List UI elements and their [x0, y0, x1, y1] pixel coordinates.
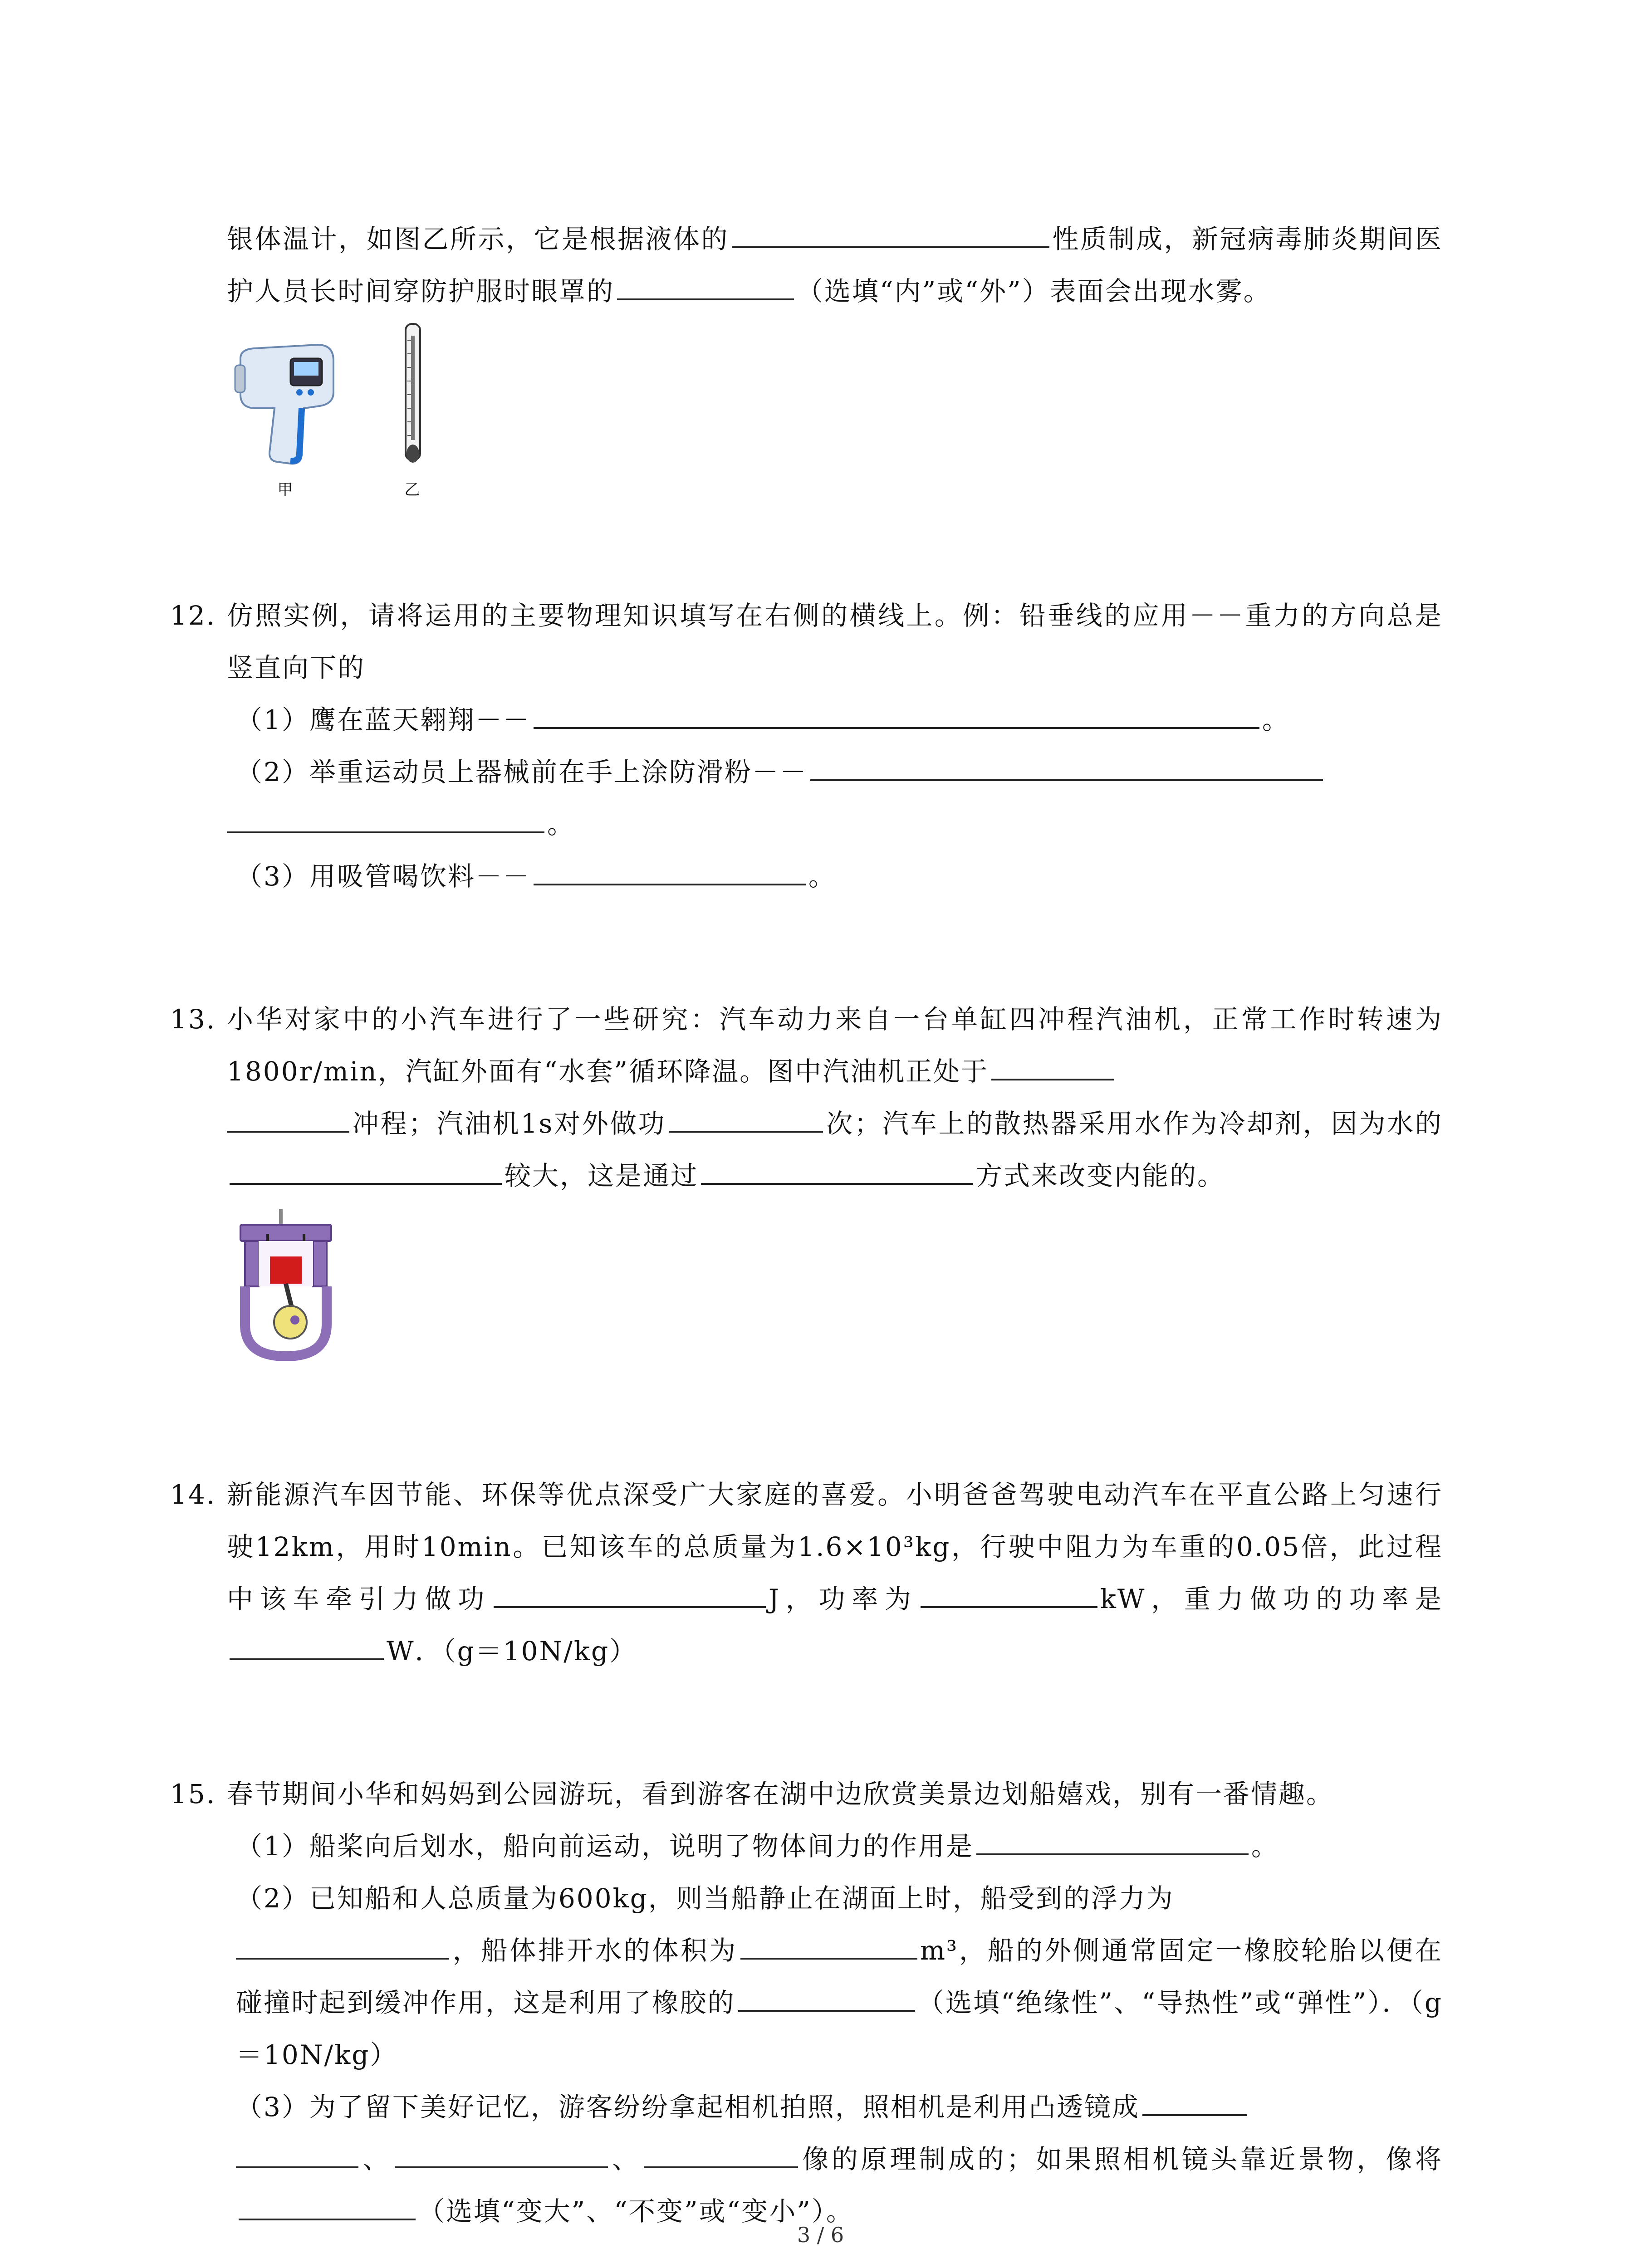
answer-blank[interactable]	[617, 270, 794, 300]
answer-blank[interactable]	[239, 2190, 416, 2220]
question-stem: 仿照实例，请将运用的主要物理知识填写在右侧的横线上。例：铅垂线的应用－－重力的方向总是竖直向下的	[227, 600, 1443, 683]
text: 银体温计，如图乙所示，它是根据液体的	[227, 224, 729, 254]
question-15	[170, 1768, 1443, 2238]
question-15-item-2: （2）已知船和人总质量为600kg，则当船静止在湖面上时，船受到的浮力为 ，船体排开水的体积为 m³，船的外侧通常固定一橡胶轮胎以便在碰撞时起到缓冲作用，这是利用了橡胶的 （选填“绝缘性”、“导热性”或“弹性”）．（g＝10N/kg）	[236, 1883, 1443, 2070]
answer-blank[interactable]	[227, 803, 544, 833]
question-15-item-3: （3）为了留下美好记忆，游客纷纷拿起相机拍照，照相机是利用凸透镜成 、 、 像的原理制成的；如果照相机镜头靠近景物，像将（选填“变大”、“不变”或“变小”）。	[236, 2081, 1443, 2238]
question-number: 12.	[170, 600, 216, 631]
figure-caption: 甲	[277, 481, 294, 499]
answer-blank[interactable]	[236, 2138, 358, 2168]
question-12-item-2: （2）举重运动员上器械前在手上涂防滑粉－－	[236, 746, 1443, 798]
question-12-item-3: （3）用吸管喝饮料－－ 。	[236, 850, 1443, 903]
text: 性质制成，新冠病毒肺炎期间医护人员长时间穿防护服时眼罩的	[227, 224, 1443, 307]
answer-blank[interactable]	[227, 1103, 349, 1133]
continuation-paragraph	[227, 213, 1443, 318]
question-stem: 春节期间小华和妈妈到公园游玩，看到游客在湖中边欣赏美景边划船嬉戏，别有一番情趣。	[227, 1779, 1334, 1809]
answer-blank[interactable]	[230, 1155, 502, 1185]
answer-blank[interactable]	[230, 1630, 384, 1660]
page-number: 3 / 6	[797, 2223, 844, 2247]
answer-blank[interactable]	[1142, 2086, 1247, 2116]
gasoline-engine-stroke-icon	[227, 1207, 345, 1361]
answer-blank[interactable]	[669, 1103, 823, 1133]
answer-blank[interactable]	[395, 2138, 608, 2168]
answer-blank[interactable]	[534, 855, 806, 885]
question-number: 15.	[170, 1779, 216, 1809]
question-number: 13.	[170, 1004, 216, 1035]
question-12-item-1: （1）鹰在蓝天翱翔－－ 。	[236, 694, 1443, 746]
question-12	[170, 590, 1443, 903]
question-text: 新能源汽车因节能、环保等优点深受广大家庭的喜爱。小明爸爸驾驶电动汽车在平直公路上匀速行驶12km，用时10min。已知该车的总质量为1.6×10³kg，行驶中阻力为车重的0.05倍，此过程中该车牵引力做功 J，功率为 kW，重力做功的功率是W．（g＝10N/kg）	[227, 1479, 1443, 1667]
answer-blank[interactable]	[534, 699, 1259, 729]
engine-figure	[227, 1207, 1443, 1378]
question-12-item-2-cont: 。	[227, 798, 1443, 850]
question-number: 14.	[170, 1479, 216, 1510]
answer-blank[interactable]	[494, 1578, 766, 1608]
figure-yi	[399, 322, 426, 499]
answer-blank[interactable]	[740, 1930, 917, 1960]
answer-blank[interactable]	[644, 2138, 798, 2168]
question-14	[170, 1469, 1443, 1677]
thermometer-figures	[227, 327, 1443, 499]
text: （选填“内”或“外”）表面会出现水雾。	[797, 276, 1271, 307]
question-text: 小华对家中的小汽车进行了一些研究：汽车动力来自一台单缸四冲程汽油机，正常工作时转速为1800r/min，汽缸外面有“水套”循环降温。图中汽油机正处于 冲程；汽油机1s对外做功 次；汽车上的散热器采用水作为冷却剂，因为水的较大，这是通过 方式来改变内能的。	[227, 1004, 1443, 1191]
answer-blank[interactable]	[976, 1825, 1249, 1855]
mercury-thermometer-icon	[399, 322, 426, 472]
content	[170, 213, 1443, 2238]
answer-blank[interactable]	[732, 218, 1049, 248]
answer-blank[interactable]	[991, 1051, 1114, 1080]
answer-blank[interactable]	[810, 751, 1323, 781]
infrared-thermometer-icon	[227, 340, 345, 472]
answer-blank[interactable]	[236, 1930, 449, 1960]
figure-jia	[227, 340, 345, 499]
figure-caption: 乙	[404, 481, 421, 499]
question-15-item-1: （1）船桨向后划水，船向前运动，说明了物体间力的作用是 。	[236, 1820, 1443, 1872]
answer-blank[interactable]	[738, 1982, 915, 2012]
answer-blank[interactable]	[921, 1578, 1097, 1608]
question-13	[170, 993, 1443, 1378]
answer-blank[interactable]	[701, 1155, 973, 1185]
